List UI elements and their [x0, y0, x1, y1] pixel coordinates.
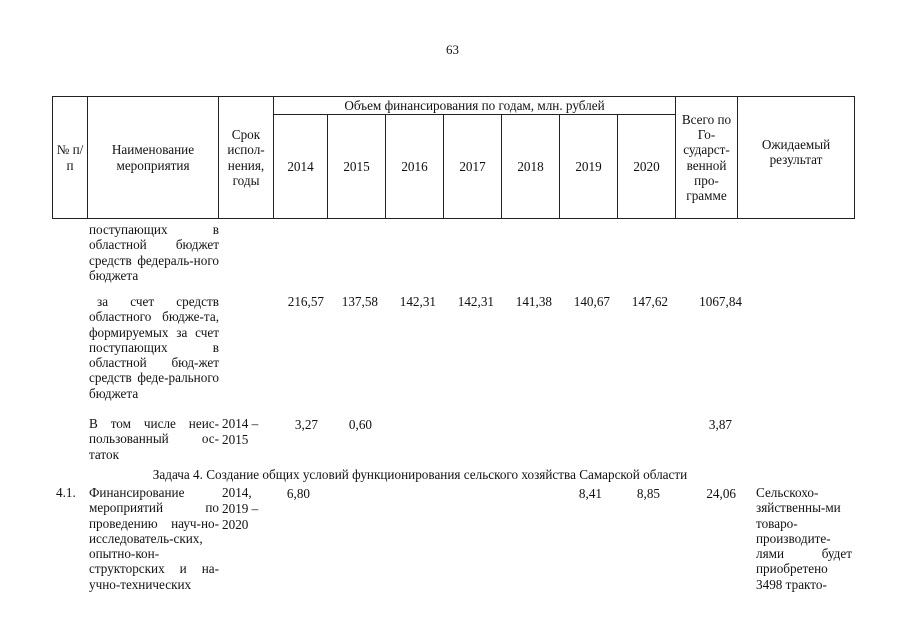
row2-total: 1067,84: [699, 294, 742, 309]
item-term: 2014, 2019 – 2020: [222, 485, 259, 532]
task-heading: Задача 4. Создание общих условий функционирования сельского хозяйства Самарской области: [152, 467, 688, 482]
row2-value-2018: 141,38: [515, 294, 552, 309]
row2-value-2020: 147,62: [631, 294, 668, 309]
item-num: 4.1.: [56, 485, 76, 500]
row2-value-2014: 216,57: [287, 294, 324, 309]
item-result: Сельскохо-зяйственны-ми товаро-производите-лями будет приобретено 3498 тракто-: [756, 485, 852, 592]
row3-value-2015: 0,60: [348, 417, 372, 432]
header-year-2015: 2015: [328, 115, 386, 219]
item-value-2019: 8,41: [578, 486, 602, 501]
table-header: [52, 96, 855, 219]
row3-term: 2014 – 2015: [222, 416, 259, 447]
row3-value-2014: 3,27: [294, 417, 318, 432]
header-term-col: Срок испол-нения, годы: [219, 97, 274, 219]
header-year-2019: 2019: [560, 115, 618, 219]
item-name: Финансирование мероприятий по проведению науч-но-исследователь-ских, опытно-кон-структорских и на-учно-технических: [89, 485, 219, 592]
header-funding-group: Объем финансирования по годам, млн. рублей: [274, 97, 676, 115]
header-year-2020: 2020: [618, 115, 676, 219]
item-value-2020: 8,85: [636, 486, 660, 501]
page-number: 63: [446, 42, 459, 57]
row2-value-2015: 137,58: [341, 294, 378, 309]
row2-name: за счет средств областного бюдже-та, формируемых за счет поступающих в областной бюд-жет средств феде-рального бюджета: [89, 294, 219, 401]
header-year-2017: 2017: [444, 115, 502, 219]
header-total-col: Всего по Го-сударст-венной про-грамме: [676, 97, 738, 219]
header-num-col: № п/п: [53, 97, 88, 219]
header-year-2014: 2014: [274, 115, 328, 219]
row3-total: 3,87: [708, 417, 732, 432]
row3-name: В том числе неис-пользованный ос-таток: [89, 416, 219, 462]
item-total: 24,06: [706, 486, 736, 501]
header-result-col: Ожидаемый результат: [738, 97, 855, 219]
row2-value-2016: 142,31: [399, 294, 436, 309]
row2-value-2017: 142,31: [457, 294, 494, 309]
row2-value-2019: 140,67: [573, 294, 610, 309]
header-year-2018: 2018: [502, 115, 560, 219]
row1-name: поступающих в областной бюджет средств федераль-ного бюджета: [89, 222, 219, 283]
header-year-2016: 2016: [386, 115, 444, 219]
item-value-2014: 6,80: [286, 486, 310, 501]
header-name-col: Наименование мероприятия: [88, 97, 219, 219]
